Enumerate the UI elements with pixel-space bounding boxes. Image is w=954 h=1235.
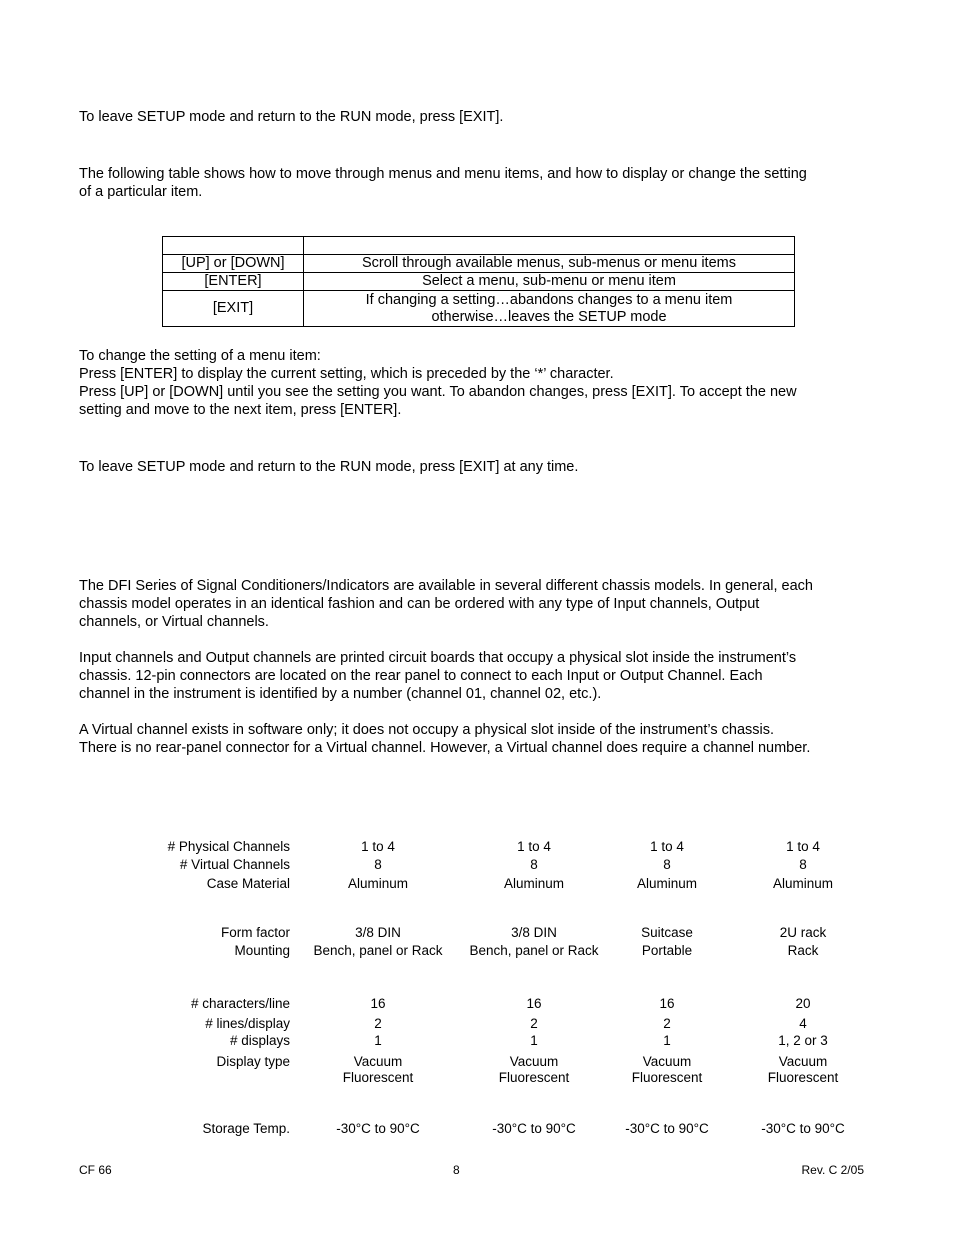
- col3-displays: 1: [663, 1033, 671, 1048]
- table-row: [163, 255, 795, 273]
- col2-storage: -30°C to 90°C: [492, 1121, 576, 1136]
- col3-case: Aluminum: [636, 876, 698, 891]
- col1-display-type-2: Fluorescent: [342, 1070, 414, 1085]
- label-display-type: Display type: [216, 1054, 290, 1069]
- col2-display-type-2: Fluorescent: [498, 1070, 570, 1085]
- col1-form: 3/8 DIN: [355, 925, 401, 940]
- col3-chars: 16: [659, 996, 675, 1011]
- col1-virtual: 8: [374, 857, 382, 872]
- col2-form: 3/8 DIN: [511, 925, 557, 940]
- key-function-table: [162, 236, 795, 327]
- io-channels-paragraph: Input channels and Output channels are printed circuit boards that occupy a physical slot inside the instrument’s chassis. 12-pin connectors are located on the rear panel to connect to each Input or Output Channel. Each channel in the instrument is identified by a number (channel 01, channel 02, etc.).: [79, 650, 797, 702]
- col4-display-type-2: Fluorescent: [767, 1070, 839, 1085]
- label-mounting: Mounting: [234, 943, 290, 958]
- table-row: [163, 291, 795, 327]
- col2-virtual: 8: [530, 857, 538, 872]
- col4-form: 2U rack: [779, 925, 827, 940]
- label-lines-per-display: # lines/display: [205, 1016, 290, 1031]
- desc-cell: Select a menu, sub-menu or menu item: [304, 273, 795, 291]
- key-cell: [EXIT]: [163, 291, 304, 327]
- leave-setup-text: To leave SETUP mode and return to the RUN mode, press [EXIT].: [79, 109, 504, 125]
- col3-mounting: Portable: [641, 943, 693, 958]
- col2-case: Aluminum: [503, 876, 565, 891]
- col1-physical: 1 to 4: [361, 839, 395, 854]
- col1-storage: -30°C to 90°C: [336, 1121, 420, 1136]
- label-storage-temp: Storage Temp.: [202, 1121, 290, 1136]
- col4-lines: 4: [799, 1016, 807, 1031]
- footer-revision: Rev. C 2/05: [801, 1163, 864, 1177]
- col1-lines: 2: [374, 1016, 382, 1031]
- desc-cell: Scroll through available menus, sub-menus or menu items: [304, 255, 795, 273]
- col1-display-type-1: Vacuum: [353, 1054, 403, 1069]
- col2-displays: 1: [530, 1033, 538, 1048]
- key-cell: [ENTER]: [163, 273, 304, 291]
- col4-mounting: Rack: [787, 943, 819, 958]
- label-physical-channels: # Physical Channels: [167, 839, 290, 854]
- col4-chars: 20: [795, 996, 811, 1011]
- col4-physical: 1 to 4: [786, 839, 820, 854]
- label-displays: # displays: [229, 1033, 290, 1048]
- chassis-paragraph: The DFI Series of Signal Conditioners/Indicators are available in several different chassis models. In general, each chassis model operates in an identical fashion and can be ordered with any type of Input channels, Output channels, or Virtual channels.: [79, 578, 813, 630]
- leave-anytime-text: To leave SETUP mode and return to the RUN mode, press [EXIT] at any time.: [79, 459, 579, 475]
- col4-virtual: 8: [799, 857, 807, 872]
- label-virtual-channels: # Virtual Channels: [179, 857, 290, 872]
- col2-mounting: Bench, panel or Rack: [469, 943, 599, 958]
- label-case-material: Case Material: [206, 876, 290, 891]
- col3-display-type-2: Fluorescent: [631, 1070, 703, 1085]
- col4-case: Aluminum: [772, 876, 834, 891]
- col3-form: Suitcase: [641, 925, 693, 940]
- change-setting-paragraph: To change the setting of a menu item: Press [ENTER] to display the current setting, which is preceded by the ‘*’ character. Press [UP] or [DOWN] until you see the setting you want. To abandon changes, press [EXIT]. To accept the new setting and move to the next item, press [ENTER].: [79, 348, 797, 418]
- col3-virtual: 8: [663, 857, 671, 872]
- col2-physical: 1 to 4: [517, 839, 551, 854]
- col2-lines: 2: [530, 1016, 538, 1031]
- footer-doc-id: CF 66: [79, 1163, 112, 1177]
- col2-chars: 16: [526, 996, 542, 1011]
- col3-lines: 2: [663, 1016, 671, 1031]
- col4-display-type-1: Vacuum: [778, 1054, 828, 1069]
- col3-display-type-1: Vacuum: [642, 1054, 692, 1069]
- table-header-row: [163, 237, 795, 255]
- desc-cell: If changing a setting…abandons changes to a menu item otherwise…leaves the SETUP mode: [304, 291, 795, 327]
- virtual-channel-paragraph: A Virtual channel exists in software only; it does not occupy a physical slot inside of the instrument’s chassis. There is no rear-panel connector for a Virtual channel. However, a Virtual channel does require a channel number.: [79, 722, 811, 756]
- col1-case: Aluminum: [347, 876, 409, 891]
- col2-display-type-1: Vacuum: [509, 1054, 559, 1069]
- col4-displays: 1, 2 or 3: [778, 1033, 828, 1048]
- col1-mounting: Bench, panel or Rack: [313, 943, 443, 958]
- footer-page-number: 8: [453, 1163, 460, 1177]
- table-row: [163, 273, 795, 291]
- label-chars-per-line: # characters/line: [190, 996, 290, 1011]
- col3-physical: 1 to 4: [650, 839, 684, 854]
- col1-chars: 16: [370, 996, 386, 1011]
- col3-storage: -30°C to 90°C: [625, 1121, 709, 1136]
- label-form-factor: Form factor: [220, 925, 290, 940]
- table-intro-paragraph: The following table shows how to move through menus and menu items, and how to display or change the setting of a particular item.: [79, 166, 807, 200]
- col1-displays: 1: [374, 1033, 382, 1048]
- col4-storage: -30°C to 90°C: [761, 1121, 845, 1136]
- key-cell: [UP] or [DOWN]: [163, 255, 304, 273]
